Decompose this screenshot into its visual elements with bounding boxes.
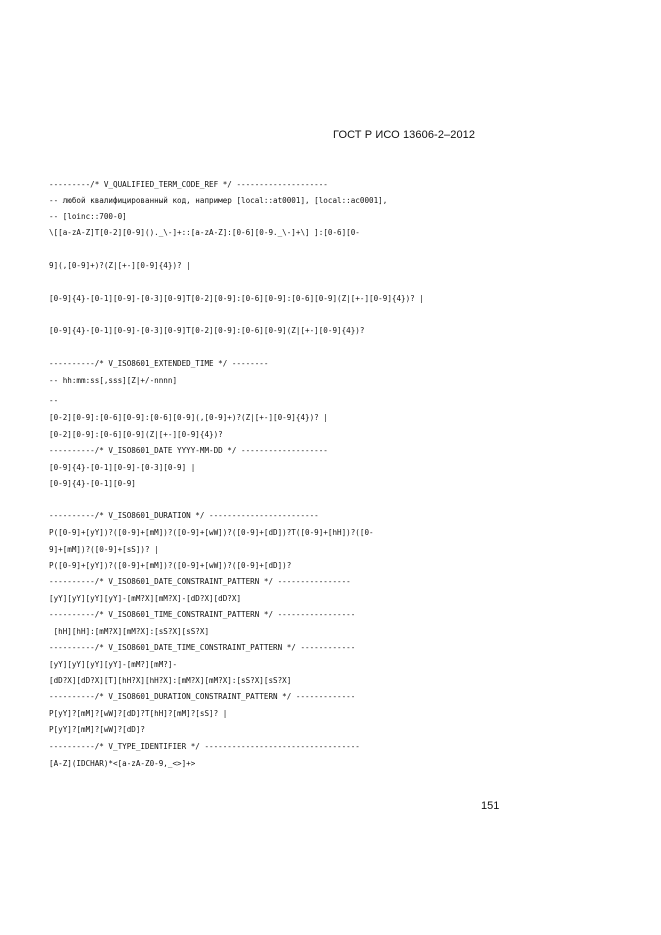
code-line: ----------/* V_ISO8601_DATE YYYY-MM-DD */ ------------------- [49, 446, 328, 455]
code-line: [0-9]{4}-[0-1][0-9]-[0-3][0-9]T[0-2][0-9]:[0-6][0-9]:[0-6][0-9](Z|[+-][0-9]{4})? | [49, 294, 424, 303]
document-header: ГОСТ Р ИСО 13606-2–2012 [333, 129, 476, 141]
code-line: ----------/* V_ISO8601_DATE_TIME_CONSTRAINT_PATTERN */ ------------ [49, 643, 356, 652]
code-line: ----------/* V_ISO8601_DURATION_CONSTRAINT_PATTERN */ ------------- [49, 692, 356, 701]
code-line: [0-9]{4}-[0-1][0-9]-[0-3][0-9] | [49, 463, 196, 472]
code-line: ----------/* V_ISO8601_TIME_CONSTRAINT_PATTERN */ ----------------- [49, 610, 356, 619]
code-line: \[[a-zA-Z]T[0-2][0-9]()._\-]+::[a-zA-Z]:[0-6][0-9._\-]+\] ]:[0-6][0- [49, 228, 360, 237]
code-line: [0-2][0-9]:[0-6][0-9]:[0-6][0-9](,[0-9]+)?(Z|[+-][0-9]{4})? | [49, 413, 328, 422]
code-line: [A-Z](IDCHAR)*<[a-zA-Z0-9,_<>]+> [49, 759, 196, 768]
code-line: -- hh:mm:ss[,sss][Z|+/-nnnn] [49, 376, 178, 385]
code-line: ----------/* V_ISO8601_DATE_CONSTRAINT_PATTERN */ ---------------- [49, 577, 351, 586]
code-line: [hH][hH]:[mM?X][mM?X]:[sS?X][sS?X] [49, 627, 210, 636]
code-line: -- [49, 396, 59, 405]
code-line: P[yY]?[mM]?[wW]?[dD]? [49, 725, 146, 734]
code-line: [0-2][0-9]:[0-6][0-9](Z|[+-][0-9]{4})? [49, 430, 223, 439]
code-line: [yY][yY][yY][yY]-[mM?][mM?]- [49, 660, 178, 669]
code-line: P([0-9]+[yY])?([0-9]+[mM])?([0-9]+[wW])?([0-9]+[dD])?T([0-9]+[hH])?([0- [49, 528, 374, 537]
code-line: P[yY]?[mM]?[wW]?[dD]?T[hH]?[mM]?[sS]? | [49, 709, 228, 718]
code-line: [0-9]{4}-[0-1][0-9]-[0-3][0-9]T[0-2][0-9]:[0-6][0-9](Z|[+-][0-9]{4})? [49, 326, 365, 335]
code-line: P([0-9]+[yY])?([0-9]+[mM])?([0-9]+[wW])?([0-9]+[dD])? [49, 561, 292, 570]
code-line: [dD?X][dD?X][T][hH?X][hH?X]:[mM?X][mM?X]:[sS?X][sS?X] [49, 676, 292, 685]
code-line: ----------/* V_ISO8601_DURATION */ ------------------------ [49, 511, 319, 520]
code-line: ----------/* V_ISO8601_EXTENDED_TIME */ -------- [49, 359, 269, 368]
code-line: [yY][yY][yY][yY]-[mM?X][mM?X]-[dD?X][dD?X] [49, 594, 242, 603]
code-line: -- любой квалифицированный код, например [local::at0001], [local::ac0001], [49, 196, 388, 205]
code-line: 9]+[mM])?([0-9]+[sS])? | [49, 545, 159, 554]
code-line: ---------/* V_QUALIFIED_TERM_CODE_REF */ -------------------- [49, 180, 328, 189]
code-line: 9](,[0-9]+)?(Z|[+-][0-9]{4})? | [49, 261, 191, 270]
code-line: ----------/* V_TYPE_IDENTIFIER */ ---------------------------------- [49, 742, 360, 751]
code-line: -- [loinc::700-0] [49, 212, 127, 221]
code-line: [0-9]{4}-[0-1][0-9] [49, 479, 136, 488]
page-number: 151 [481, 800, 500, 812]
